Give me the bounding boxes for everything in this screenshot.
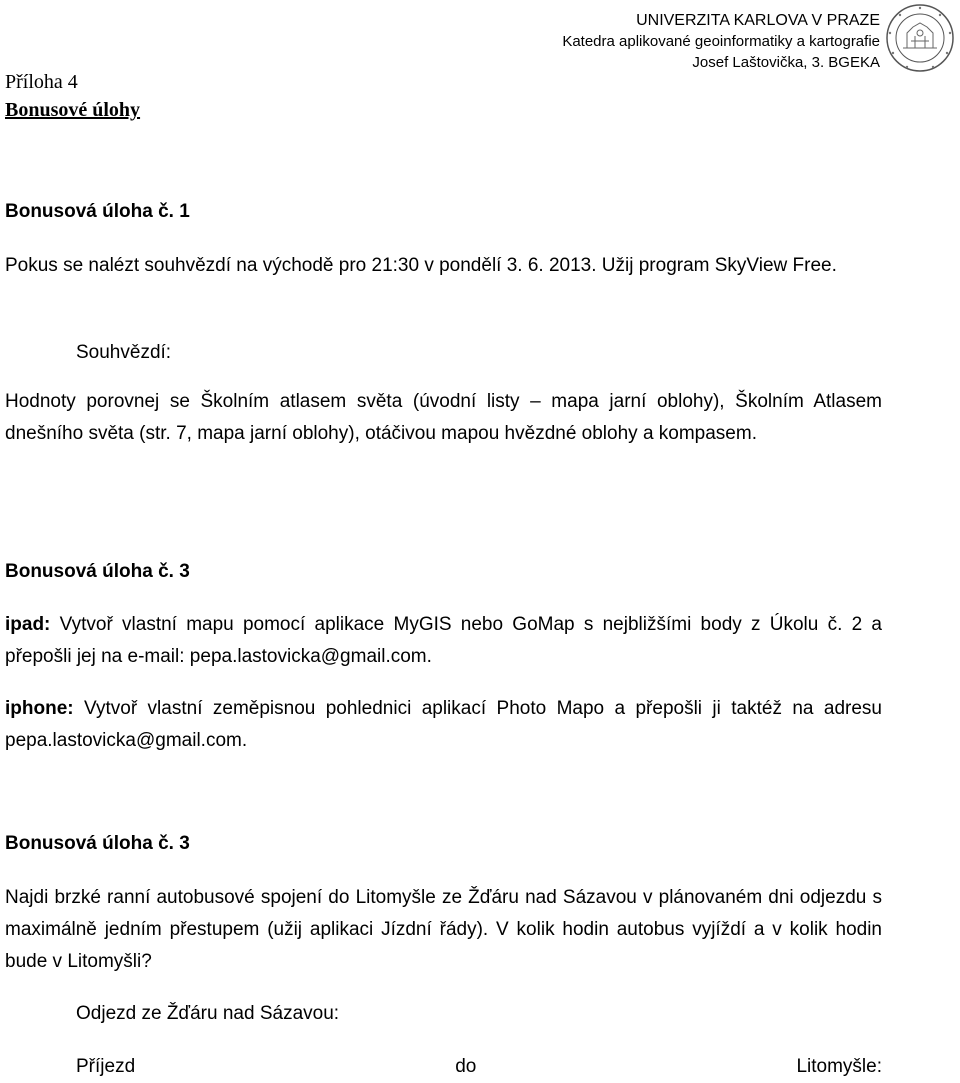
task2-iphone-paragraph	[5, 693, 882, 757]
university-seal-icon	[885, 3, 955, 73]
arrival-word-3: Litomyšle:	[796, 1056, 882, 1077]
department-name: Katedra aplikované geoinformatiky a kartografie	[562, 33, 880, 50]
iphone-text: Vytvoř vlastní zeměpisnou pohlednici aplikací Photo Mapo a přepošli ji taktéž na adresu pepa.lastovicka@gmail.com.	[5, 698, 882, 751]
task3-heading: Bonusová úloha č. 3	[5, 833, 190, 854]
task3-prompt: Najdi brzké ranní autobusové spojení do Litomyšle ze Žďáru nad Sázavou v plánovaném dni odjezdu s maximálně jedním přestupem (užij aplikaci Jízdní řády). V kolik hodin autobus vyjíždí a v kolik hodin bude v Litomyšli?	[5, 887, 882, 972]
task2-heading: Bonusová úloha č. 3	[5, 561, 190, 582]
university-name: UNIVERZITA KARLOVA V PRAZE	[636, 12, 880, 29]
iphone-label: iphone:	[5, 698, 74, 719]
task1-answer-label: Souhvězdí:	[76, 342, 172, 363]
author-name: Josef Laštovička, 3. BGEKA	[692, 54, 880, 71]
arrival-line	[76, 1051, 882, 1083]
task1-prompt: Pokus se nalézt souhvězdí na východě pro 21:30 v pondělí 3. 6. 2013. Užij program SkyView Free.	[5, 255, 837, 276]
arrival-word-2: do	[455, 1056, 477, 1077]
attachment-heading	[5, 68, 140, 124]
document-header	[562, 10, 880, 73]
task1-compare: Hodnoty porovnej se Školním atlasem světa (úvodní listy – mapa jarní oblohy), Školním Atlasem dnešního světa (str. 7, mapa jarní oblohy), otáčivou mapou hvězdné oblohy a kompasem.	[5, 391, 882, 444]
attachment-title: Bonusové úlohy	[5, 99, 141, 121]
arrival-word-1: Příjezd	[76, 1056, 136, 1077]
attachment-label: Příloha 4	[5, 71, 78, 93]
ipad-label: ipad:	[5, 614, 51, 635]
task1-heading: Bonusová úloha č. 1	[5, 201, 190, 222]
ipad-text: Vytvoř vlastní mapu pomocí aplikace MyGIS nebo GoMap s nejbližšími body z Úkolu č. 2 a přepošli jej na e-mail: pepa.lastovicka@gmail.com.	[5, 614, 882, 667]
task2-ipad-paragraph	[5, 609, 882, 673]
departure-label: Odjezd ze Žďáru nad Sázavou:	[76, 1003, 340, 1024]
